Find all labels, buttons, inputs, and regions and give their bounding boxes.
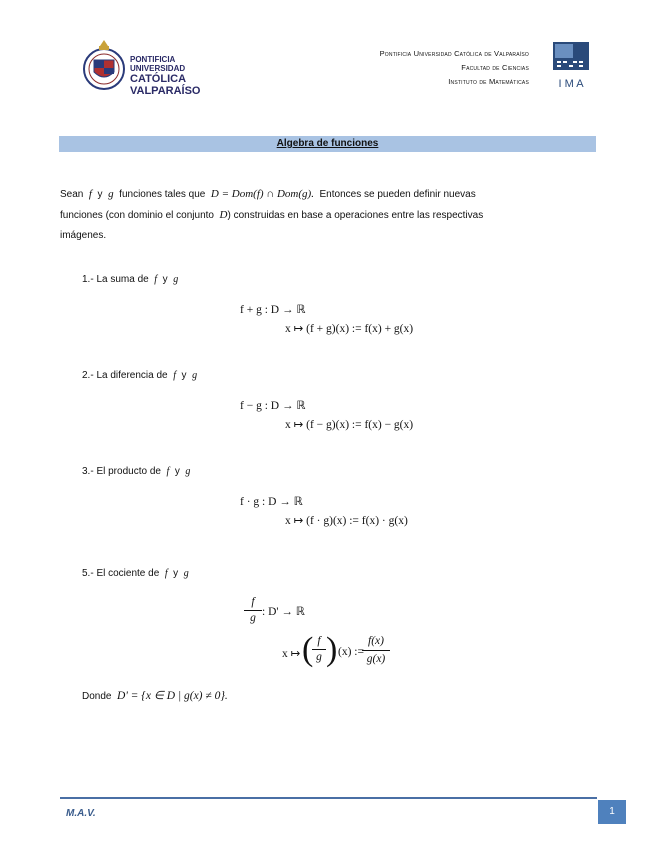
section-product-label: 3.- El producto de f y g (82, 466, 191, 477)
section-quotient-label: 5.- El cociente de f y g (82, 568, 189, 579)
left-paren: ( (302, 631, 314, 668)
quotient-eq: (x) := (338, 646, 364, 658)
quotient-mapping: : D' → ℝ (262, 606, 305, 618)
university-logo-text: PONTIFICIA UNIVERSIDAD CATÓLICA VALPARAÍSO (130, 55, 201, 97)
institution-header (380, 47, 529, 89)
intro-paragraph: Sean f y g funciones tales que D = Dom(f) ∩ Dom(g). Entonces se pueden definir nuevas funciones (con dominio el conjunto D) construidas en base a operaciones entre las respectivas imágenes. (60, 188, 484, 241)
faculty-name: Facultad de Ciencias (461, 63, 529, 72)
page-title: Algebra de funciones (276, 138, 379, 149)
institute-name: Instituto de Matemáticas (448, 77, 529, 86)
difference-mapping: f − g : D → ℝ (240, 400, 306, 412)
title-bar (59, 136, 596, 152)
page-number: 1 (598, 800, 626, 824)
ima-logo-text: I M A (558, 78, 584, 90)
author-initials: M.A.V. (66, 808, 96, 819)
section-sum-label: 1.- La suma de f y g (82, 274, 179, 285)
product-mapping: f · g : D → ℝ (240, 496, 303, 508)
quotient-x-map: x ↦ (282, 648, 301, 660)
quotient-result-fraction: f(x) g(x) (362, 635, 390, 666)
ima-logo (553, 42, 589, 92)
sum-definition: x ↦ (f + g)(x) := f(x) + g(x) (285, 323, 414, 335)
section-difference-label: 2.- La diferencia de f y g (82, 370, 198, 381)
university-name: Pontificia Universidad Católica de Valparaíso (379, 49, 529, 58)
product-definition: x ↦ (f · g)(x) := f(x) · g(x) (285, 515, 408, 527)
quotient-fraction-inner: f g (312, 635, 326, 664)
difference-definition: x ↦ (f − g)(x) := f(x) − g(x) (285, 419, 414, 431)
sum-mapping: f + g : D → ℝ (240, 304, 306, 316)
quotient-fraction: f g (244, 596, 262, 625)
footer-divider (60, 797, 597, 799)
domain-definition: Donde D' = {x ∈ D | g(x) ≠ 0}. (82, 690, 228, 702)
right-paren: ) (326, 631, 338, 668)
